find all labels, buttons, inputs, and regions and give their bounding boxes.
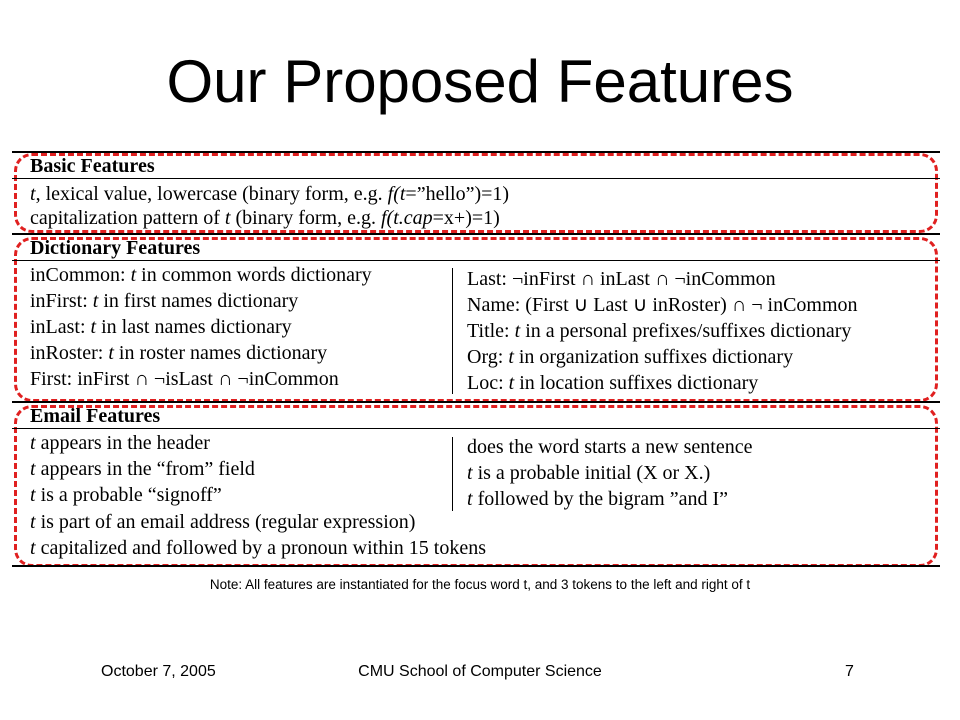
email-features-header: Email Features bbox=[30, 405, 161, 427]
dictionary-header-rule bbox=[12, 260, 940, 261]
email-right-item: t is a probable initial (X or X.) bbox=[467, 462, 711, 484]
email-left-item: t appears in the header bbox=[30, 432, 210, 454]
dictionary-left-item: First: inFirst ∩ ¬isLast ∩ ¬inCommon bbox=[30, 368, 339, 390]
dictionary-features-header: Dictionary Features bbox=[30, 237, 201, 259]
footer-page-number: 7 bbox=[845, 663, 854, 680]
email-left-item: t is part of an email address (regular expression) bbox=[30, 511, 416, 533]
basic-features-header: Basic Features bbox=[30, 155, 155, 177]
dictionary-right-item: Last: ¬inFirst ∩ inLast ∩ ¬inCommon bbox=[467, 268, 776, 290]
slide-title: Our Proposed Features bbox=[166, 48, 794, 115]
dictionary-left-item: inLast: t in last names dictionary bbox=[30, 316, 292, 338]
basic-line-2: capitalization pattern of t (binary form, e.g. f(t.cap=x+)=1) bbox=[30, 207, 500, 229]
dictionary-top-rule bbox=[12, 233, 940, 235]
dictionary-right-item: Org: t in organization suffixes dictionary bbox=[467, 346, 794, 368]
email-left-item: t capitalized and followed by a pronoun within 15 tokens bbox=[30, 537, 487, 559]
email-column-divider bbox=[452, 437, 453, 511]
email-left-item: t is a probable “signoff” bbox=[30, 484, 222, 506]
dictionary-right-item: Loc: t in location suffixes dictionary bbox=[467, 372, 759, 394]
table-top-rule bbox=[12, 151, 940, 153]
dictionary-left-item: inRoster: t in roster names dictionary bbox=[30, 342, 328, 364]
table-bottom-rule bbox=[12, 565, 940, 567]
features-note: Note: All features are instantiated for the focus word t, and 3 tokens to the left and right of t bbox=[209, 577, 751, 592]
email-top-rule bbox=[12, 401, 940, 403]
basic-header-rule bbox=[12, 178, 940, 179]
dictionary-right-item: Name: (First ∪ Last ∪ inRoster) ∩ ¬ inCommon bbox=[467, 294, 858, 316]
footer-organization: CMU School of Computer Science bbox=[358, 663, 602, 680]
basic-line-1: t, lexical value, lowercase (binary form, e.g. f(t=”hello”)=1) bbox=[30, 183, 510, 205]
email-header-rule bbox=[12, 428, 940, 429]
dictionary-right-item: Title: t in a personal prefixes/suffixes dictionary bbox=[467, 320, 852, 342]
dictionary-left-item: inFirst: t in first names dictionary bbox=[30, 290, 299, 312]
email-right-item: t followed by the bigram ”and I” bbox=[467, 488, 729, 510]
footer-date: October 7, 2005 bbox=[101, 663, 216, 680]
dictionary-column-divider bbox=[452, 268, 453, 394]
email-left-item: t appears in the “from” field bbox=[30, 458, 255, 480]
dictionary-left-item: inCommon: t in common words dictionary bbox=[30, 264, 372, 286]
email-right-item: does the word starts a new sentence bbox=[467, 436, 753, 458]
